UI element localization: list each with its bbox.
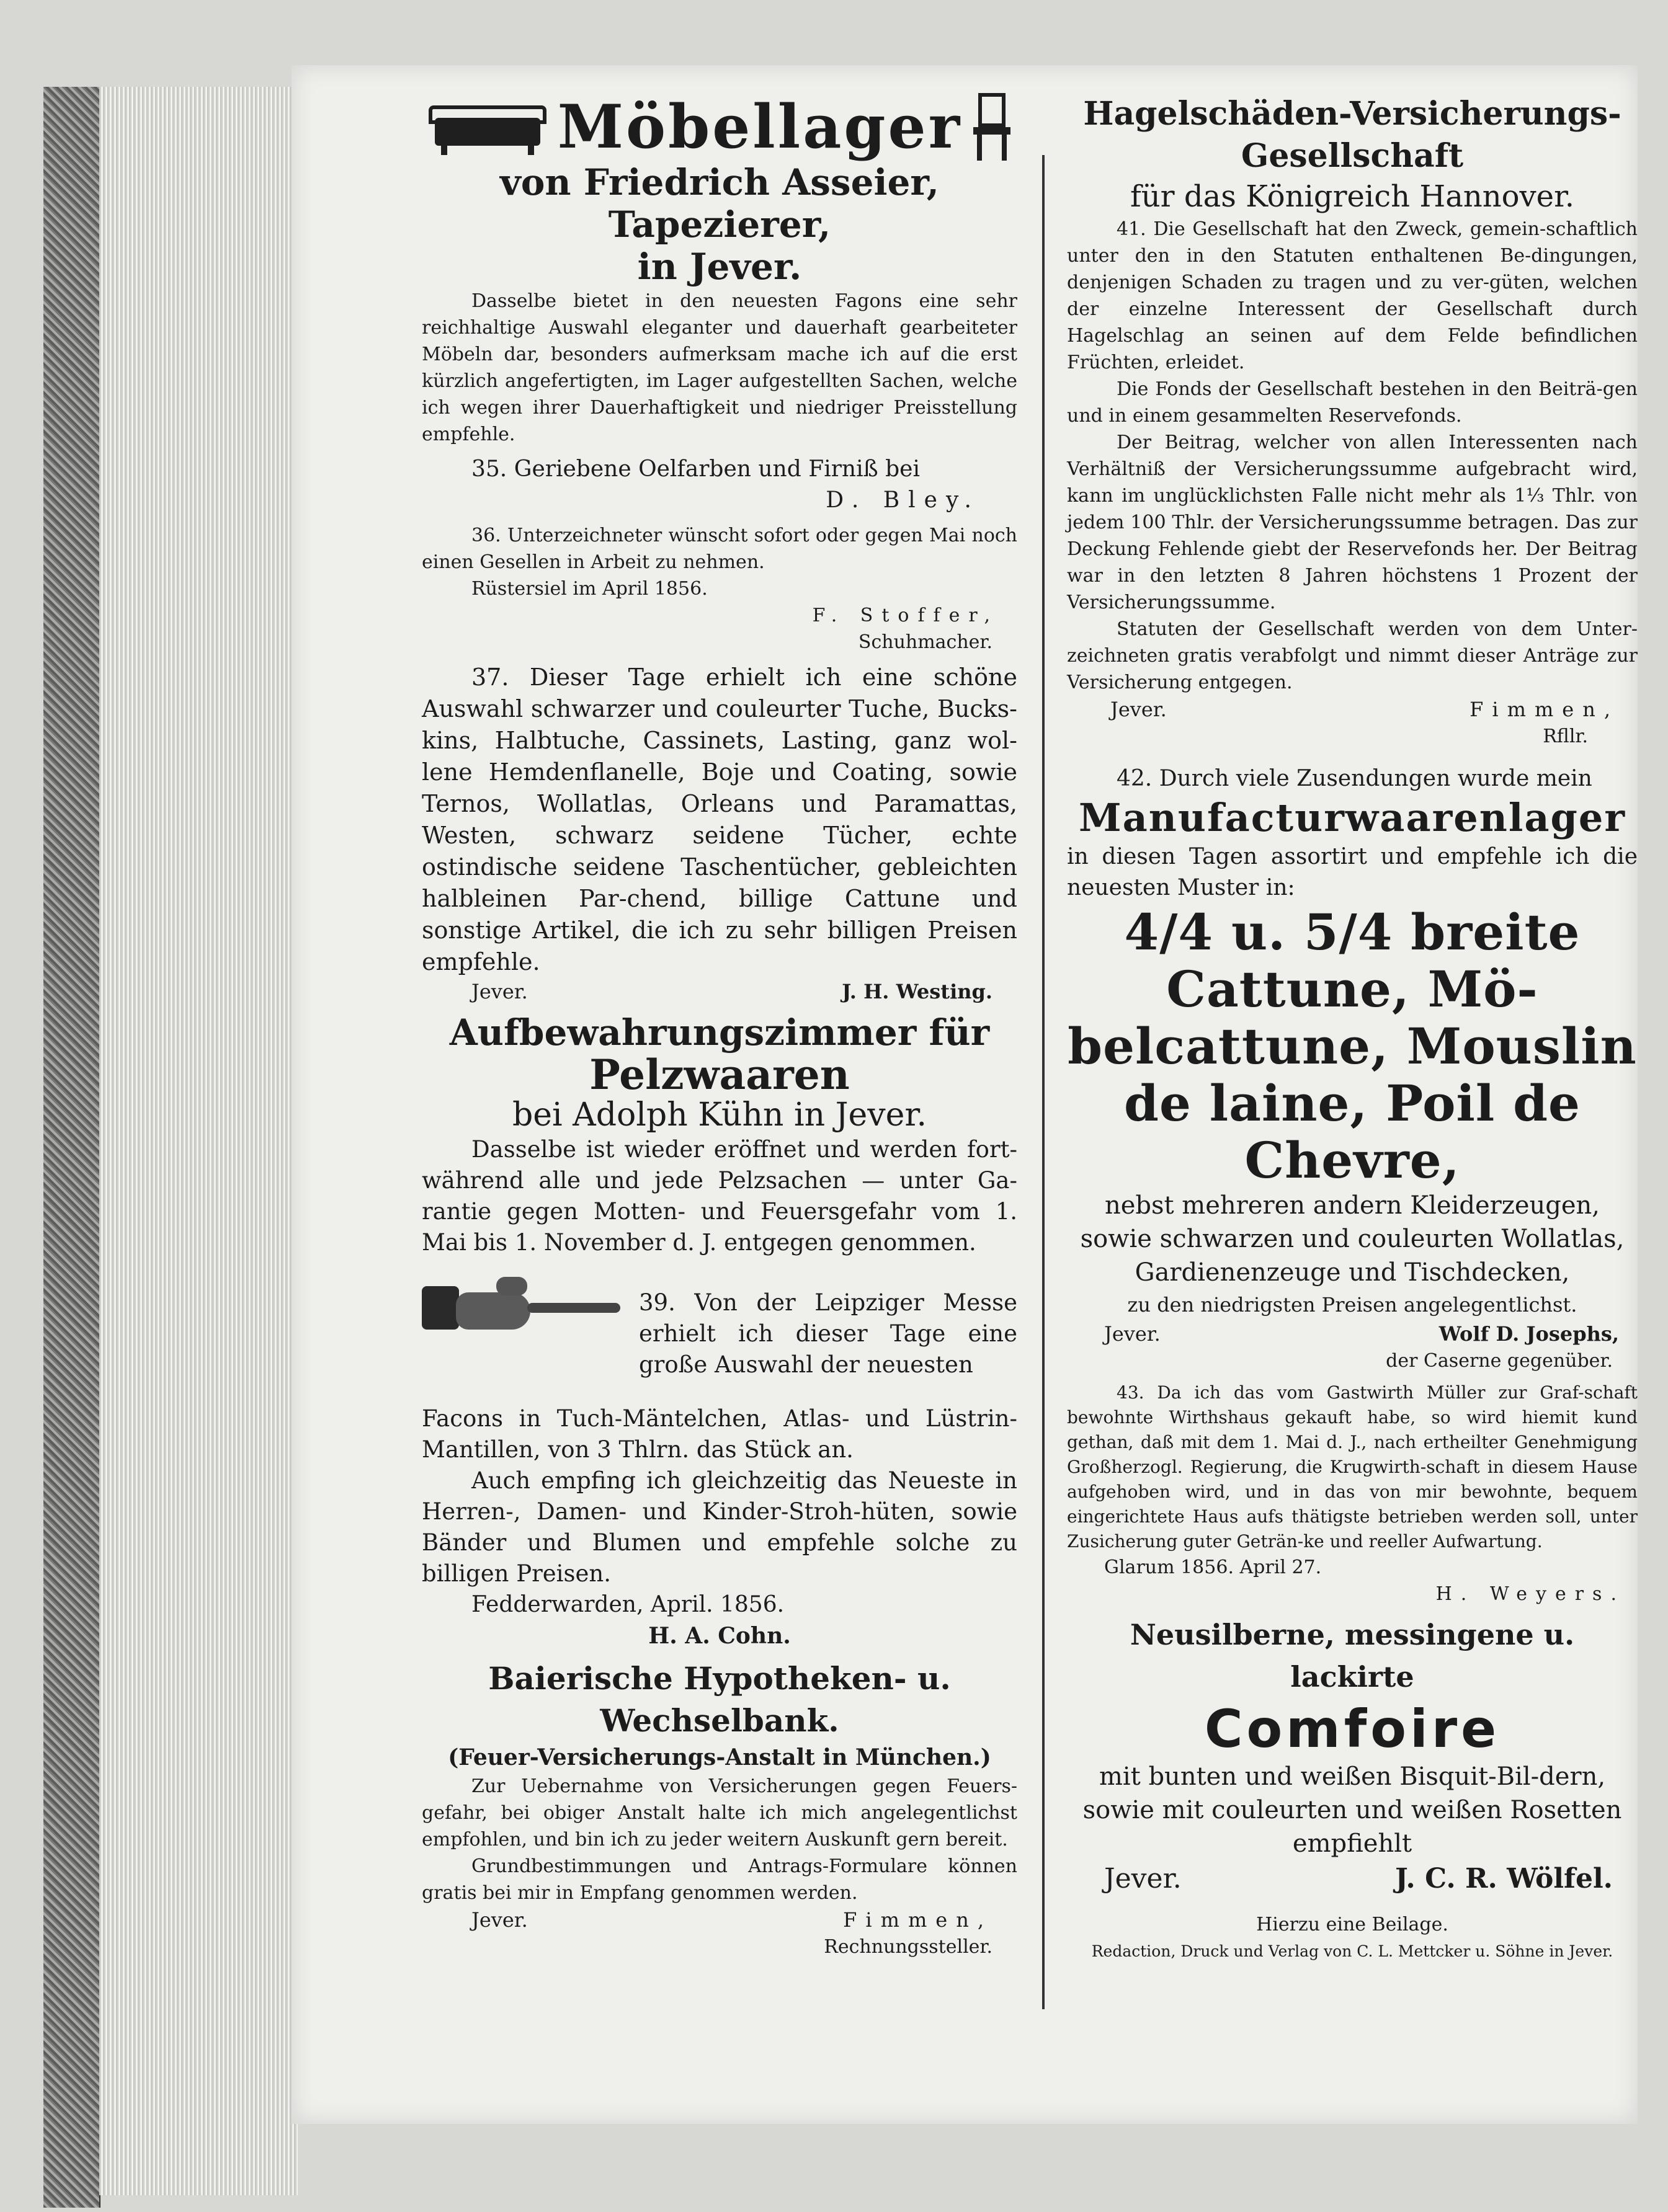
ad37-text: 37. Dieser Tage erhielt ich eine schöne Auswahl schwarzer und couleurter Tuche, Bucks-kins, Halbtuche, Cassinets, Lasting, ganz wol-lene Hemdenflanelle, Boje und Coating, sowie Ternos, Wollatlas, Orleans und Paramattas, Westen, schwarz seidene Tücher, echte ostindische seidene Taschentücher, gebleichten halbleinen Par-chend, billige Cattune und sonstige Artikel, die ich zu sehr billigen Preisen empfehle.: [422, 664, 1017, 975]
bank-signature: Fimmen,: [843, 1908, 992, 1932]
ad41-place: Jever.: [1110, 698, 1167, 721]
ad42-title: Manufacturwaarenlager: [1078, 795, 1626, 840]
left-column: [422, 93, 1017, 1960]
moebel-text: Dasselbe bietet in den neuesten Fagons eine sehr reichhaltige Auswahl eleganter und dauerhaft gearbeiteter Möbeln dar, besonders aufmerksam mache ich auf die erst kürzlich angefertigten, im Lager aufgestellten Sachen, welche ich wegen ihrer Dauerhaftigkeit und niedriger Preisstellung empfehle.: [422, 290, 1017, 445]
pelz-text: Dasselbe ist wieder eröffnet und werden fort-während alle und jede Pelzsachen — unter Ga-rantie gegen Motten- und Feuersgefahr vom 1. Mai bis 1. November d. J. entgegen genommen.: [422, 1136, 1017, 1256]
comfoire-title-2: Comfoire: [1204, 1699, 1501, 1759]
ad39-text-3: Auch empfing ich gleichzeitig das Neueste in Herren-, Damen- und Kinder-Stroh-hüten, sowie Bänder und Blumen und empfehle solche zu billigen Preisen.: [422, 1467, 1017, 1587]
ad42-text-2: nebst mehreren andern Kleiderzeugen, sowie schwarzen und couleurten Wollatlas, Gardienenzeuge und Tischdecken,: [1080, 1191, 1625, 1287]
chair-icon: [973, 93, 1010, 161]
ad39-text-1: 39. Von der Leipziger Messe erhielt ich dieser Tage eine große Auswahl der neuesten: [639, 1289, 1017, 1378]
bank-text-1: Zur Uebernahme von Versicherungen gegen Feuers-gefahr, bei obiger Anstalt halte ich mich angelegentlichst empfohlen, und bin ich zu jeder weitern Auskunft gern bereit.: [422, 1775, 1017, 1850]
ad41-text-2: Die Fonds der Gesellschaft bestehen in den Beiträ-gen und in einem gesammelten Reservefonds.: [1067, 378, 1638, 427]
bank-role: Rechnungssteller.: [824, 1936, 992, 1958]
ad41-sign-row: [1067, 696, 1638, 723]
ad36-role: Schuhmacher.: [858, 631, 992, 653]
ad36-text: 36. Unterzeichneter wünscht sofort oder gegen Mai noch einen Gesellen in Arbeit zu nehmen.: [422, 525, 1017, 573]
hagel-title-1: Hagelschäden-Versicherungs-: [1083, 95, 1621, 133]
book-spine: [43, 87, 100, 2208]
bank-title: Baierische Hypotheken- u. Wechselbank.: [488, 1660, 951, 1739]
pointing-hand-icon: [422, 1264, 627, 1357]
ad42-text-1: in diesen Tagen assortirt und empfehle ich die neuesten Muster in:: [1067, 844, 1638, 900]
comfoire-sign-row: [1067, 1860, 1638, 1898]
ad42-text-3: zu den niedrigsten Preisen angelegentlichst.: [1127, 1293, 1577, 1317]
right-column: [1067, 93, 1638, 1965]
ad36-signature: F. Stoffer,: [812, 605, 999, 626]
ad36-place: Rüstersiel im April 1856.: [471, 578, 708, 600]
ad41-text-1: 41. Die Gesellschaft hat den Zweck, gemein-schaftlich unter den in den Statuten enthaltenen Be-dingungen, denjenigen Schaden zu tragen und zu ver-güten, welchen der einzelne Interessent der Gesellschaft durch Hagelschlag an seinen auf dem Felde befindlichen Früchten, erleidet.: [1067, 218, 1638, 373]
ad42-intro: 42. Durch viele Zusendungen wurde mein: [1117, 766, 1592, 791]
ad42-signature: Wolf D. Josephs,: [1438, 1322, 1619, 1346]
bank-place: Jever.: [471, 1908, 528, 1932]
pelz-title-1: Aufbewahrungszimmer für: [449, 1011, 990, 1054]
footer-imprint: Redaction, Druck und Verlag von C. L. Mettcker u. Söhne in Jever.: [1091, 1942, 1613, 1960]
ad37-place: Jever.: [471, 980, 528, 1003]
ad43-signature: H. Weyers.: [1435, 1583, 1625, 1605]
footer-beilage: Hierzu eine Beilage.: [1256, 1914, 1448, 1935]
ad42-sign-row: [1067, 1320, 1638, 1348]
ad35-signature: D. Bley.: [826, 487, 980, 513]
ad41-signature: Fimmen,: [1470, 698, 1619, 721]
ad39-text-2: Facons in Tuch-Mäntelchen, Atlas- und Lüstrin-Mantillen, von 3 Thlrn. das Stück an.: [422, 1405, 1017, 1463]
ad42-role: der Caserne gegenüber.: [1386, 1350, 1613, 1372]
moebel-subtitle: von Friedrich Asseier, Tapezierer,: [500, 161, 939, 246]
bank-text-2: Grundbestimmungen und Antrags-Formulare können gratis bei mir in Empfang genommen werden.: [422, 1855, 1017, 1904]
ad41-text-4: Statuten der Gesellschaft werden von dem Unter-zeichneten gratis verabfolgt und nimmt dieser Anträge zur Versicherung entgegen.: [1067, 618, 1638, 693]
bank-sign-row: [422, 1906, 1017, 1934]
column-rule: [1042, 155, 1045, 2009]
ad42-place: Jever.: [1104, 1322, 1161, 1346]
pelz-title-2: Pelzwaaren: [589, 1050, 850, 1099]
ad37-sign-row: [422, 978, 1017, 1005]
ad41-role: Rfllr.: [1543, 726, 1588, 747]
ad43-text: 43. Da ich das vom Gastwirth Müller zur Graf-schaft bewohnte Wirthshaus gekauft habe, so wird hiemit kund gethan, daß mit dem 1. Mai d. J., nach ertheilter Genehmigung Großherzogl. Regierung, die Krugwirth-schaft in diesem Hause aufgehoben wird, und in das von mir bewohnte, bequem eingerichtete Haus aufs thätigste betrieben werden soll, unter Zusicherung guter Geträn-ke und reeller Aufwartung.: [1067, 1382, 1638, 1552]
ad39-place: Fedderwarden, April. 1856.: [471, 1592, 785, 1617]
moebel-title: Möbellager: [557, 92, 963, 162]
hagel-title-2: Gesellschaft: [1241, 137, 1464, 175]
ad41-text-3: Der Beitrag, welcher von allen Interessenten nach Verhältniß der Versicherungssumme aufgebracht wird, kann im unglücklichsten Falle nicht mehr als 1⅓ Thlr. von jedem 100 Thlr. der Versicherungssumme betragen. Das zur Deckung Fehlende giebt der Reservefonds her. Der Beitrag war in den letzten 8 Jahren höchstens 1 Prozent der Versicherungssumme.: [1067, 432, 1638, 613]
ad37-signature: J. H. Westing.: [842, 980, 992, 1003]
page-edges: [99, 87, 298, 2195]
hagel-title-3: für das Königreich Hannover.: [1130, 179, 1574, 214]
ad35-text: 35. Geriebene Oelfarben und Firniß bei: [471, 456, 920, 482]
comfoire-text: mit bunten und weißen Bisquit-Bil-dern, sowie mit couleurten und weißen Rosetten empfiehlt: [1082, 1762, 1622, 1858]
bank-subtitle: (Feuer-Versicherungs-Anstalt in München.): [448, 1744, 991, 1770]
comfoire-title-1: Neusilberne, messingene u. lackirte: [1130, 1618, 1575, 1694]
comfoire-signature: J. C. R. Wölfel.: [1395, 1863, 1613, 1894]
pelz-title-3: bei Adolph Kühn in Jever.: [512, 1096, 927, 1134]
ad39-signature: H. A. Cohn.: [648, 1623, 791, 1649]
ad39-hand-row: [422, 1264, 1017, 1403]
comfoire-place: Jever.: [1104, 1863, 1182, 1894]
ad43-place: Glarum 1856. April 27.: [1104, 1557, 1322, 1578]
moebel-place: in Jever.: [637, 246, 802, 288]
moebel-title-row: [422, 93, 1017, 161]
ad42-big-text: 4/4 u. 5/4 breite Cattune, Mö-belcattune, Mouslin de laine, Poil de Chevre,: [1068, 903, 1637, 1189]
sofa-icon: [429, 99, 546, 155]
